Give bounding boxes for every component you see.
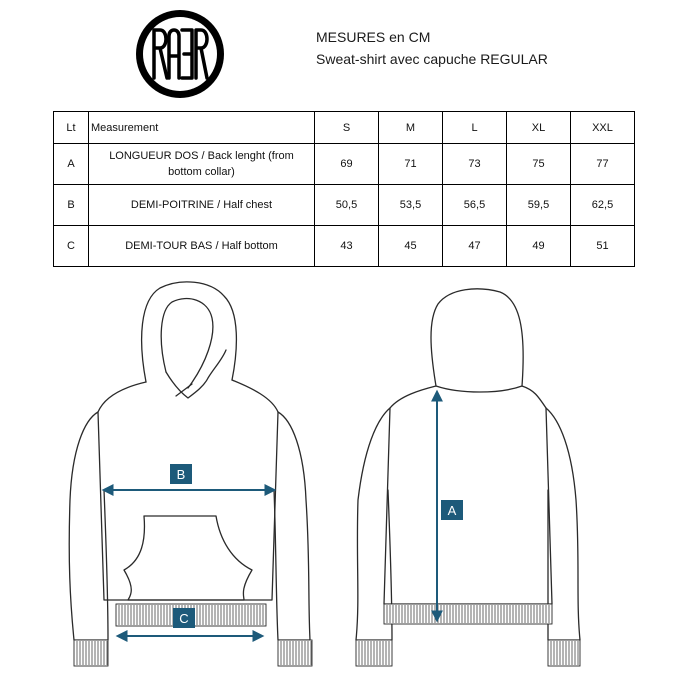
- cell-value: 73: [443, 144, 507, 185]
- cell-value: 69: [315, 144, 379, 185]
- cell-value: 51: [571, 226, 635, 267]
- back-hoodie: [356, 289, 580, 640]
- measure-c-label: C: [179, 611, 189, 626]
- measure-fr: DEMI-TOUR BAS: [125, 240, 213, 252]
- cell-value: 59,5: [507, 185, 571, 226]
- cell-value: 47: [443, 226, 507, 267]
- header-size-m: M: [379, 112, 443, 144]
- header-measurement: Measurement: [89, 112, 315, 144]
- cell-value: 56,5: [443, 185, 507, 226]
- header-letter: Lt: [54, 112, 89, 144]
- cell-value: 62,5: [571, 185, 635, 226]
- measure-a-label: A: [447, 503, 457, 518]
- row-letter: B: [54, 185, 89, 226]
- header-title: MESURES en CM: [316, 29, 431, 45]
- header-size-l: L: [443, 112, 507, 144]
- header-size-xl: XL: [507, 112, 571, 144]
- measure-fr: LONGUEUR DOS: [109, 150, 199, 162]
- cell-value: 53,5: [379, 185, 443, 226]
- header-size-xxl: XXL: [571, 112, 635, 144]
- cell-value: 49: [507, 226, 571, 267]
- measure-en: Half chest: [223, 199, 273, 211]
- measure-en: Back lenght (from bottom collar): [168, 150, 294, 178]
- cell-value: 77: [571, 144, 635, 185]
- header-size-s: S: [315, 112, 379, 144]
- measure-sep: /: [214, 199, 224, 211]
- cell-value: 43: [315, 226, 379, 267]
- cell-value: 50,5: [315, 185, 379, 226]
- cell-value: 71: [379, 144, 443, 185]
- header-subtitle: Sweat-shirt avec capuche REGULAR: [316, 51, 548, 67]
- measure-fr: DEMI-POITRINE: [130, 199, 215, 211]
- cell-value: 45: [379, 226, 443, 267]
- cell-value: 75: [507, 144, 571, 185]
- measure-sep: /: [212, 240, 222, 252]
- measure-b-label: B: [176, 467, 186, 482]
- measure-sep: /: [198, 150, 208, 162]
- row-letter: A: [54, 144, 89, 185]
- row-letter: C: [54, 226, 89, 267]
- measure-en: Half bottom: [221, 240, 278, 252]
- front-hoodie: [69, 282, 310, 640]
